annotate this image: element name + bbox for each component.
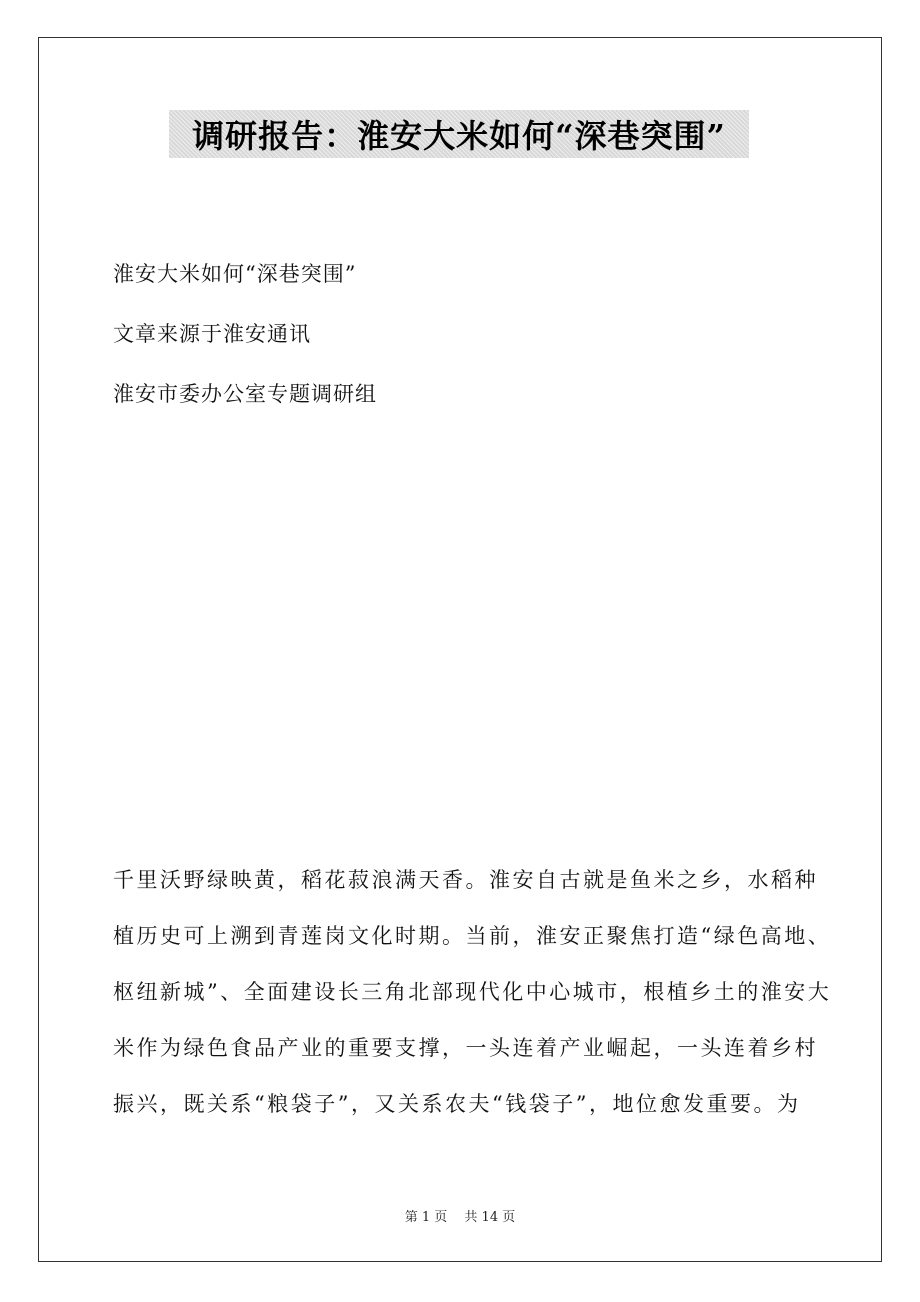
body-line: 枢纽新城”、全面建设长三角北部现代化中心城市，根植乡土的淮安大 — [113, 980, 832, 1004]
source-line: 文章来源于淮安通讯 — [113, 322, 311, 346]
body-line: 植历史可上溯到青莲岗文化时期。当前，淮安正聚焦打造“绿色高地、 — [113, 924, 832, 948]
title-banner — [169, 110, 749, 158]
body-line: 米作为绿色食品产业的重要支撑，一头连着产业崛起，一头连着乡村 — [113, 1036, 818, 1060]
body-line: 千里沃野绿映黄，稻花菽浪满天香。淮安自古就是鱼米之乡，水稻种 — [113, 868, 818, 892]
body-line: 振兴，既关系“粮袋子”，又关系农夫“钱袋子”，地位愈发重要。为 — [113, 1092, 801, 1116]
document-title: 调研报告：淮安大米如何“深巷突围” — [192, 117, 726, 155]
author-line: 淮安市委办公室专题调研组 — [113, 382, 377, 406]
body-paragraph — [113, 860, 833, 1140]
page-footer: 第 1 页 共 14 页 — [404, 1210, 516, 1225]
subtitle-line: 淮安大米如何“深巷突围” — [113, 262, 357, 286]
